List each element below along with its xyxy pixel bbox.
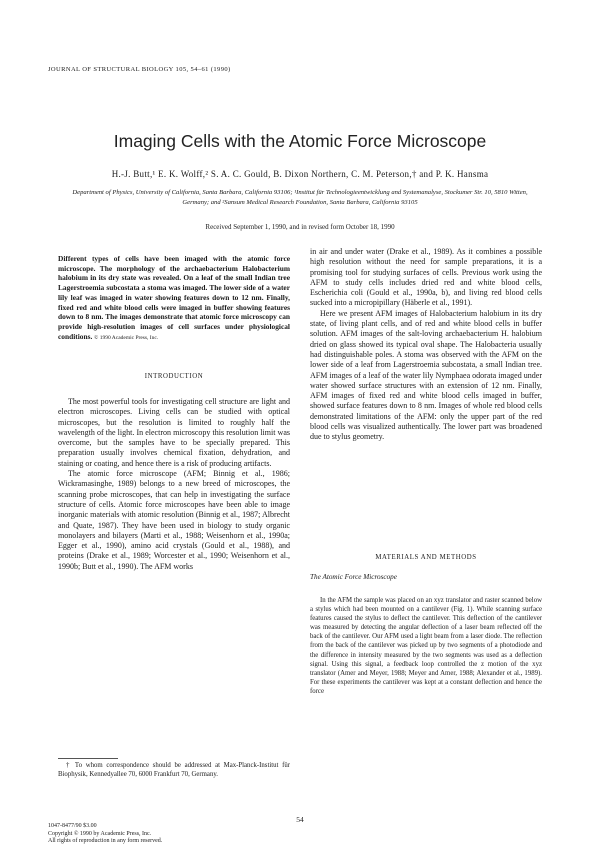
paragraph: The atomic force microscope (AFM; Binnig et al., 1986; Wickramasinghe, 1989) belongs to a new breed of microscopes, the scanning probe microscopes, that can help in investigating the surface structure of cells. Atomic force microscopes have been able to image inorganic materials with atomic resolution (Binnig et al., 1987; Albrecht and Quate, 1987). They have been used in biology to study organic monolayers and bilayers (Marti et al., 1988; Weisenhorn et al., 1990a; Egger et al., 1990), amino acid crystals (Gould et al., 1988), and proteins (Drake et al., 1989; Worcester et al., 1990; Weisenhorn et al., 1990b; Butt et al., 1990). The AFM works	[58, 469, 290, 571]
author-list: H.-J. Butt,¹ E. K. Wolff,² S. A. C. Gould, B. Dixon Northern, C. M. Peterson,† and P. K. Hansma	[111, 169, 489, 179]
abstract-text: Different types of cells have been imaged with the atomic force microscope. The morphology of the archaebacterium Halobacterium halobium in its dry state was revealed. On a leaf of the small Indian tree Lagerstroemia subcostata a stoma was imaged. The lower side of a water lily leaf was imaged in water showing features down to 12 nm. Finally, fixed red and white blood cells were imaged in buffer showing features down to 8 nm. The images demonstrate that atomic force microscopy can provide high-resolution images of cell surfaces under physiological conditions.	[58, 254, 290, 341]
page-number: 54	[296, 815, 304, 824]
introduction-heading: INTRODUCTION	[144, 373, 204, 380]
copyright-line: Copyright © 1990 by Academic Press, Inc.	[48, 830, 152, 837]
publication-info	[48, 823, 162, 846]
methods-body	[310, 596, 542, 696]
introduction-body	[58, 397, 290, 572]
issn-line: 1047-8477/90 $3.00	[48, 823, 97, 829]
paragraph: Here we present AFM images of Halobacterium halobium in its dry state, of living plant cells, and of red and white blood cells in buffer solution. AFM images of the salt-loving archaebacterium H. halobium dried on glass showed its typical oval shape. The Halobacteria usually had distinguishable poles. A stoma was observed with the AFM on the lower side of a leaf from Lagerstroemia subcostata, a small Indian tree. AFM images of a leaf of the water lily Nymphaea odorata imaged under water showed surface structures with an extension of 12 nm. Finally, AFM images of fixed red and white blood cells imaged in buffer, showed surface features down to 8 nm. Images of whole red blood cells demonstrated limitations of the AFM: only the upper part of the red blood cells was visualized authentically. The lower part was broadened due to stylus geometry.	[310, 308, 542, 442]
paragraph: in air and under water (Drake et al., 1989). As it combines a possible high resolution without the need for sample preparations, it is a promising tool for studying surfaces of cells. Previous work using the AFM to study cells includes dried red and white blood cells, Escherichia coli (Gould et al., 1990a, b), and living red blood cells sucked into a micropipillary (Häberle et al., 1991).	[310, 247, 542, 308]
right-column-body	[310, 247, 542, 443]
affiliation: Department of Physics, University of California, Santa Barbara, California 93106; ¹Institut für Technologieentwicklung and Systemanalyse, Stockumer Str. 10, 5810 Witten, Germany; and ²Sansum Medical Research Foundation, Santa Barbara, California 93105	[72, 189, 528, 206]
journal-header: JOURNAL OF STRUCTURAL BIOLOGY 105, 54–61 (1990)	[48, 66, 231, 73]
footnote-rule	[58, 758, 118, 759]
paragraph: The most powerful tools for investigating cell structure are light and electron microscopes. Living cells can be studied with optical microscopes, but the resolution is limited to roughly half the wavelength of the light. In electron microscopy this resolution limit was overcome, but the samples have to be specially prepared. This preparation usually involves chemical fixation, dehydration, and staining or coating, and hence there is a risk of producing artifacts.	[58, 397, 290, 468]
rights-line: All rights of reproduction in any form reserved.	[48, 838, 163, 844]
paper-title: Imaging Cells with the Atomic Force Microscope	[113, 131, 487, 151]
paragraph: In the AFM the sample was placed on an xyz translator and raster scanned below a stylus which had been mounted on a cantilever (Fig. 1). While scanning surface features caused the stylus to deflect the cantilever. This deflection of the cantilever was measured by detecting the angular deflection of a laser beam reflected off the back of the cantilever. Our AFM used a light beam from a laser diode. The reflection from the back of the cantilever was picked up by two segments of a photodiode and the difference in intensity measured by the two segments was used as a deflection signal. Using this signal, a feedback loop controlled the z motion of the xyz translator (Amer and Meyer, 1988; Meyer and Amer, 1988; Alexander et al., 1989). For these experiments the cantilever was kept at a constant deflection and hence the force	[310, 597, 542, 695]
received-date: Received September 1, 1990, and in revised form October 18, 1990	[205, 223, 395, 231]
methods-heading: MATERIALS AND METHODS	[375, 554, 477, 561]
abstract-copyright: © 1990 Academic Press, Inc.	[94, 334, 159, 341]
footnote-text: † To whom correspondence should be addressed at Max-Planck-Institut für Biophysik, Kennedyallee 70, 6000 Frankfurt 70, Germany.	[58, 762, 290, 778]
footnote	[58, 762, 290, 780]
methods-subheading: The Atomic Force Microscope	[310, 573, 397, 581]
abstract	[58, 254, 290, 343]
